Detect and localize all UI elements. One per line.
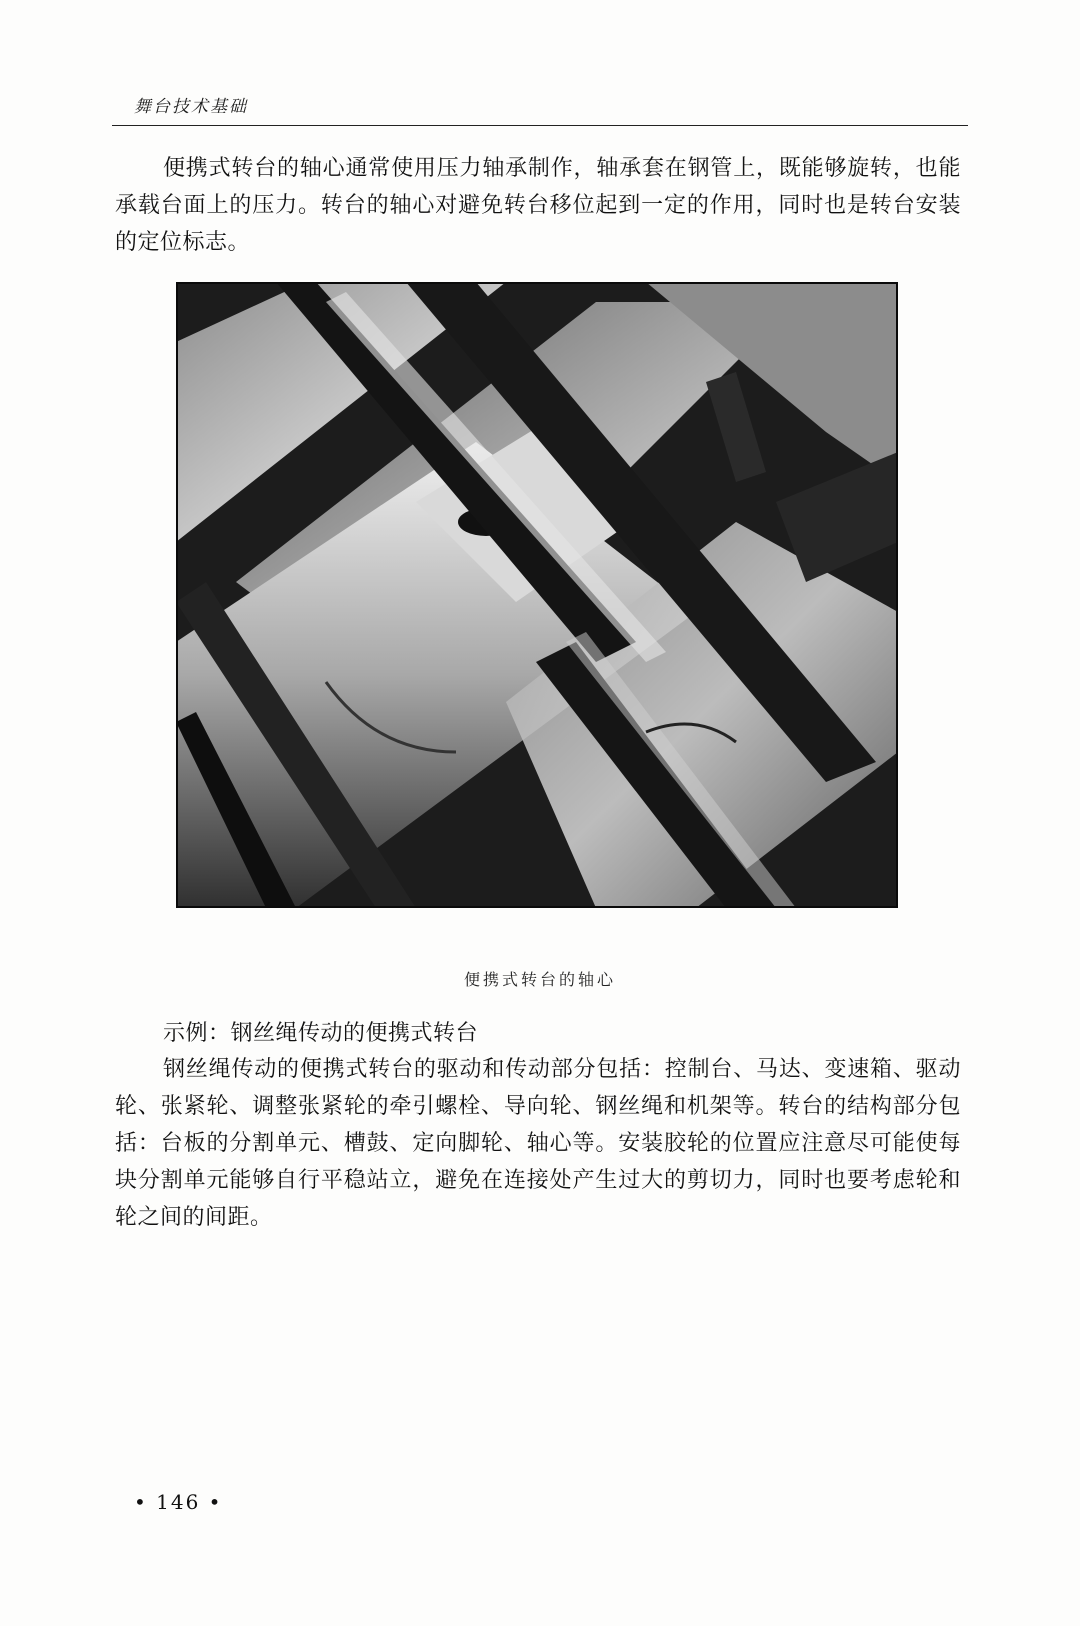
- running-head: 舞台技术基础: [134, 97, 248, 117]
- figure-caption: 便携式转台的轴心: [463, 970, 616, 989]
- header-rule: [112, 125, 968, 126]
- paragraph-wire-rope-turntable: 钢丝绳传动的便携式转台的驱动和传动部分包括：控制台、马达、变速箱、驱动轮、张紧轮、调整张紧轮的牵引螺栓、导向轮、钢丝绳和机架等。转台的结构部分包括：台板的分割单元、槽鼓、定向脚轮、轴心等。安装胶轮的位置应注意尽可能使每块分割单元能够自行平稳站立，避免在连接处产生过大的剪切力，同时也要考虑轮和轮之间的间距。: [115, 1057, 961, 1230]
- paragraph-axis-description: 便携式转台的轴心通常使用压力轴承制作，轴承套在钢管上，既能够旋转，也能承载台面上的压力。转台的轴心对避免转台移位起到一定的作用，同时也是转台安装的定位标志。: [115, 156, 961, 255]
- example-heading: 示例：钢丝绳传动的便携式转台: [163, 1021, 479, 1046]
- turntable-axis-photo: [176, 282, 898, 908]
- page-number: • 146 •: [134, 1490, 223, 1514]
- photo-illustration: [176, 282, 898, 908]
